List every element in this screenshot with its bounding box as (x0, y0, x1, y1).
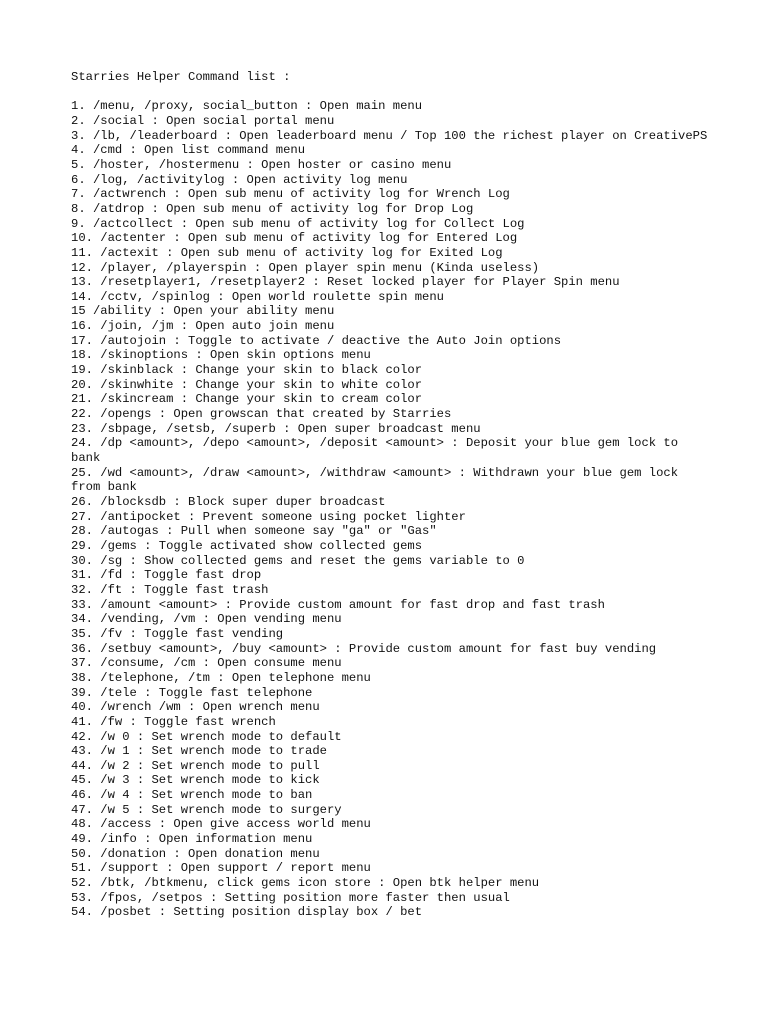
command-line: 17. /autojoin : Toggle to activate / deactive the Auto Join options (71, 333, 562, 348)
command-line: 41. /fw : Toggle fast wrench (71, 714, 276, 729)
command-line: 18. /skinoptions : Open skin options menu (71, 348, 371, 363)
document-title: Starries Helper Command list : (71, 70, 291, 84)
command-line: 5. /hoster, /hostermenu : Open hoster or casino menu (71, 157, 452, 172)
command-line: 10. /actenter : Open sub menu of activity log for Entered Log (71, 231, 518, 246)
command-line: 16. /join, /jm : Open auto join menu (71, 319, 335, 334)
command-line: 38. /telephone, /tm : Open telephone menu (71, 670, 371, 685)
command-line: 37. /consume, /cm : Open consume menu (71, 656, 342, 671)
command-line: 4. /cmd : Open list command menu (71, 143, 306, 158)
command-line: 2. /social : Open social portal menu (71, 113, 335, 128)
command-line: 52. /btk, /btkmenu, click gems icon store : Open btk helper menu (71, 876, 540, 891)
command-line: 30. /sg : Show collected gems and reset the gems variable to 0 (71, 553, 525, 568)
command-line: 9. /actcollect : Open sub menu of activity log for Collect Log (71, 216, 525, 231)
command-line: 22. /opengs : Open growscan that created by Starries (71, 407, 452, 422)
command-line: 47. /w 5 : Set wrench mode to surgery (71, 802, 342, 817)
command-line: 24. /dp <amount>, /depo <amount>, /deposit <amount> : Deposit your blue gem lock to bank (71, 436, 686, 466)
command-line: 54. /posbet : Setting position display box / bet (71, 905, 423, 920)
blank-line (71, 85, 711, 100)
command-line: 15 /ability : Open your ability menu (71, 304, 335, 319)
command-line: 23. /sbpage, /setsb, /superb : Open super broadcast menu (71, 421, 481, 436)
command-line: 26. /blocksdb : Block super duper broadcast (71, 495, 386, 510)
command-list (71, 99, 711, 920)
command-line: 46. /w 4 : Set wrench mode to ban (71, 788, 313, 803)
command-line: 29. /gems : Toggle activated show collected gems (71, 538, 423, 553)
command-line: 50. /donation : Open donation menu (71, 846, 320, 861)
command-line: 40. /wrench /wm : Open wrench menu (71, 700, 320, 715)
command-line: 19. /skinblack : Change your skin to black color (71, 363, 423, 378)
command-line: 31. /fd : Toggle fast drop (71, 568, 262, 583)
command-line: 25. /wd <amount>, /draw <amount>, /withdraw <amount> : Withdrawn your blue gem lock from bank (71, 465, 686, 495)
command-line: 49. /info : Open information menu (71, 832, 313, 847)
command-line: 35. /fv : Toggle fast vending (71, 626, 284, 641)
command-line: 7. /actwrench : Open sub menu of activity log for Wrench Log (71, 187, 510, 202)
command-line: 20. /skinwhite : Change your skin to white color (71, 377, 423, 392)
command-line: 39. /tele : Toggle fast telephone (71, 685, 313, 700)
command-line: 1. /menu, /proxy, social_button : Open main menu (71, 99, 423, 114)
command-line: 12. /player, /playerspin : Open player spin menu (Kinda useless) (71, 260, 540, 275)
command-line: 51. /support : Open support / report menu (71, 861, 371, 876)
command-line: 53. /fpos, /setpos : Setting position more faster then usual (71, 890, 510, 905)
command-line: 42. /w 0 : Set wrench mode to default (71, 729, 342, 744)
command-line: 34. /vending, /vm : Open vending menu (71, 612, 342, 627)
command-line: 43. /w 1 : Set wrench mode to trade (71, 744, 327, 759)
command-line: 48. /access : Open give access world menu (71, 817, 371, 832)
command-line: 8. /atdrop : Open sub menu of activity log for Drop Log (71, 201, 474, 216)
command-line: 44. /w 2 : Set wrench mode to pull (71, 758, 320, 773)
command-line: 13. /resetplayer1, /resetplayer2 : Reset locked player for Player Spin menu (71, 275, 620, 290)
command-line: 21. /skincream : Change your skin to cream color (71, 392, 423, 407)
document-page (71, 70, 711, 920)
command-line: 28. /autogas : Pull when someone say "ga" or "Gas" (71, 524, 437, 539)
command-line: 3. /lb, /leaderboard : Open leaderboard menu / Top 100 the richest player on CreativePS (71, 128, 708, 143)
command-line: 45. /w 3 : Set wrench mode to kick (71, 773, 320, 788)
command-line: 14. /cctv, /spinlog : Open world roulette spin menu (71, 289, 444, 304)
command-line: 6. /log, /activitylog : Open activity log menu (71, 172, 408, 187)
command-line: 36. /setbuy <amount>, /buy <amount> : Provide custom amount for fast buy vending (71, 641, 657, 656)
command-line: 32. /ft : Toggle fast trash (71, 582, 269, 597)
command-line: 27. /antipocket : Prevent someone using pocket lighter (71, 509, 466, 524)
command-line: 11. /actexit : Open sub menu of activity log for Exited Log (71, 245, 503, 260)
command-line: 33. /amount <amount> : Provide custom amount for fast drop and fast trash (71, 597, 605, 612)
